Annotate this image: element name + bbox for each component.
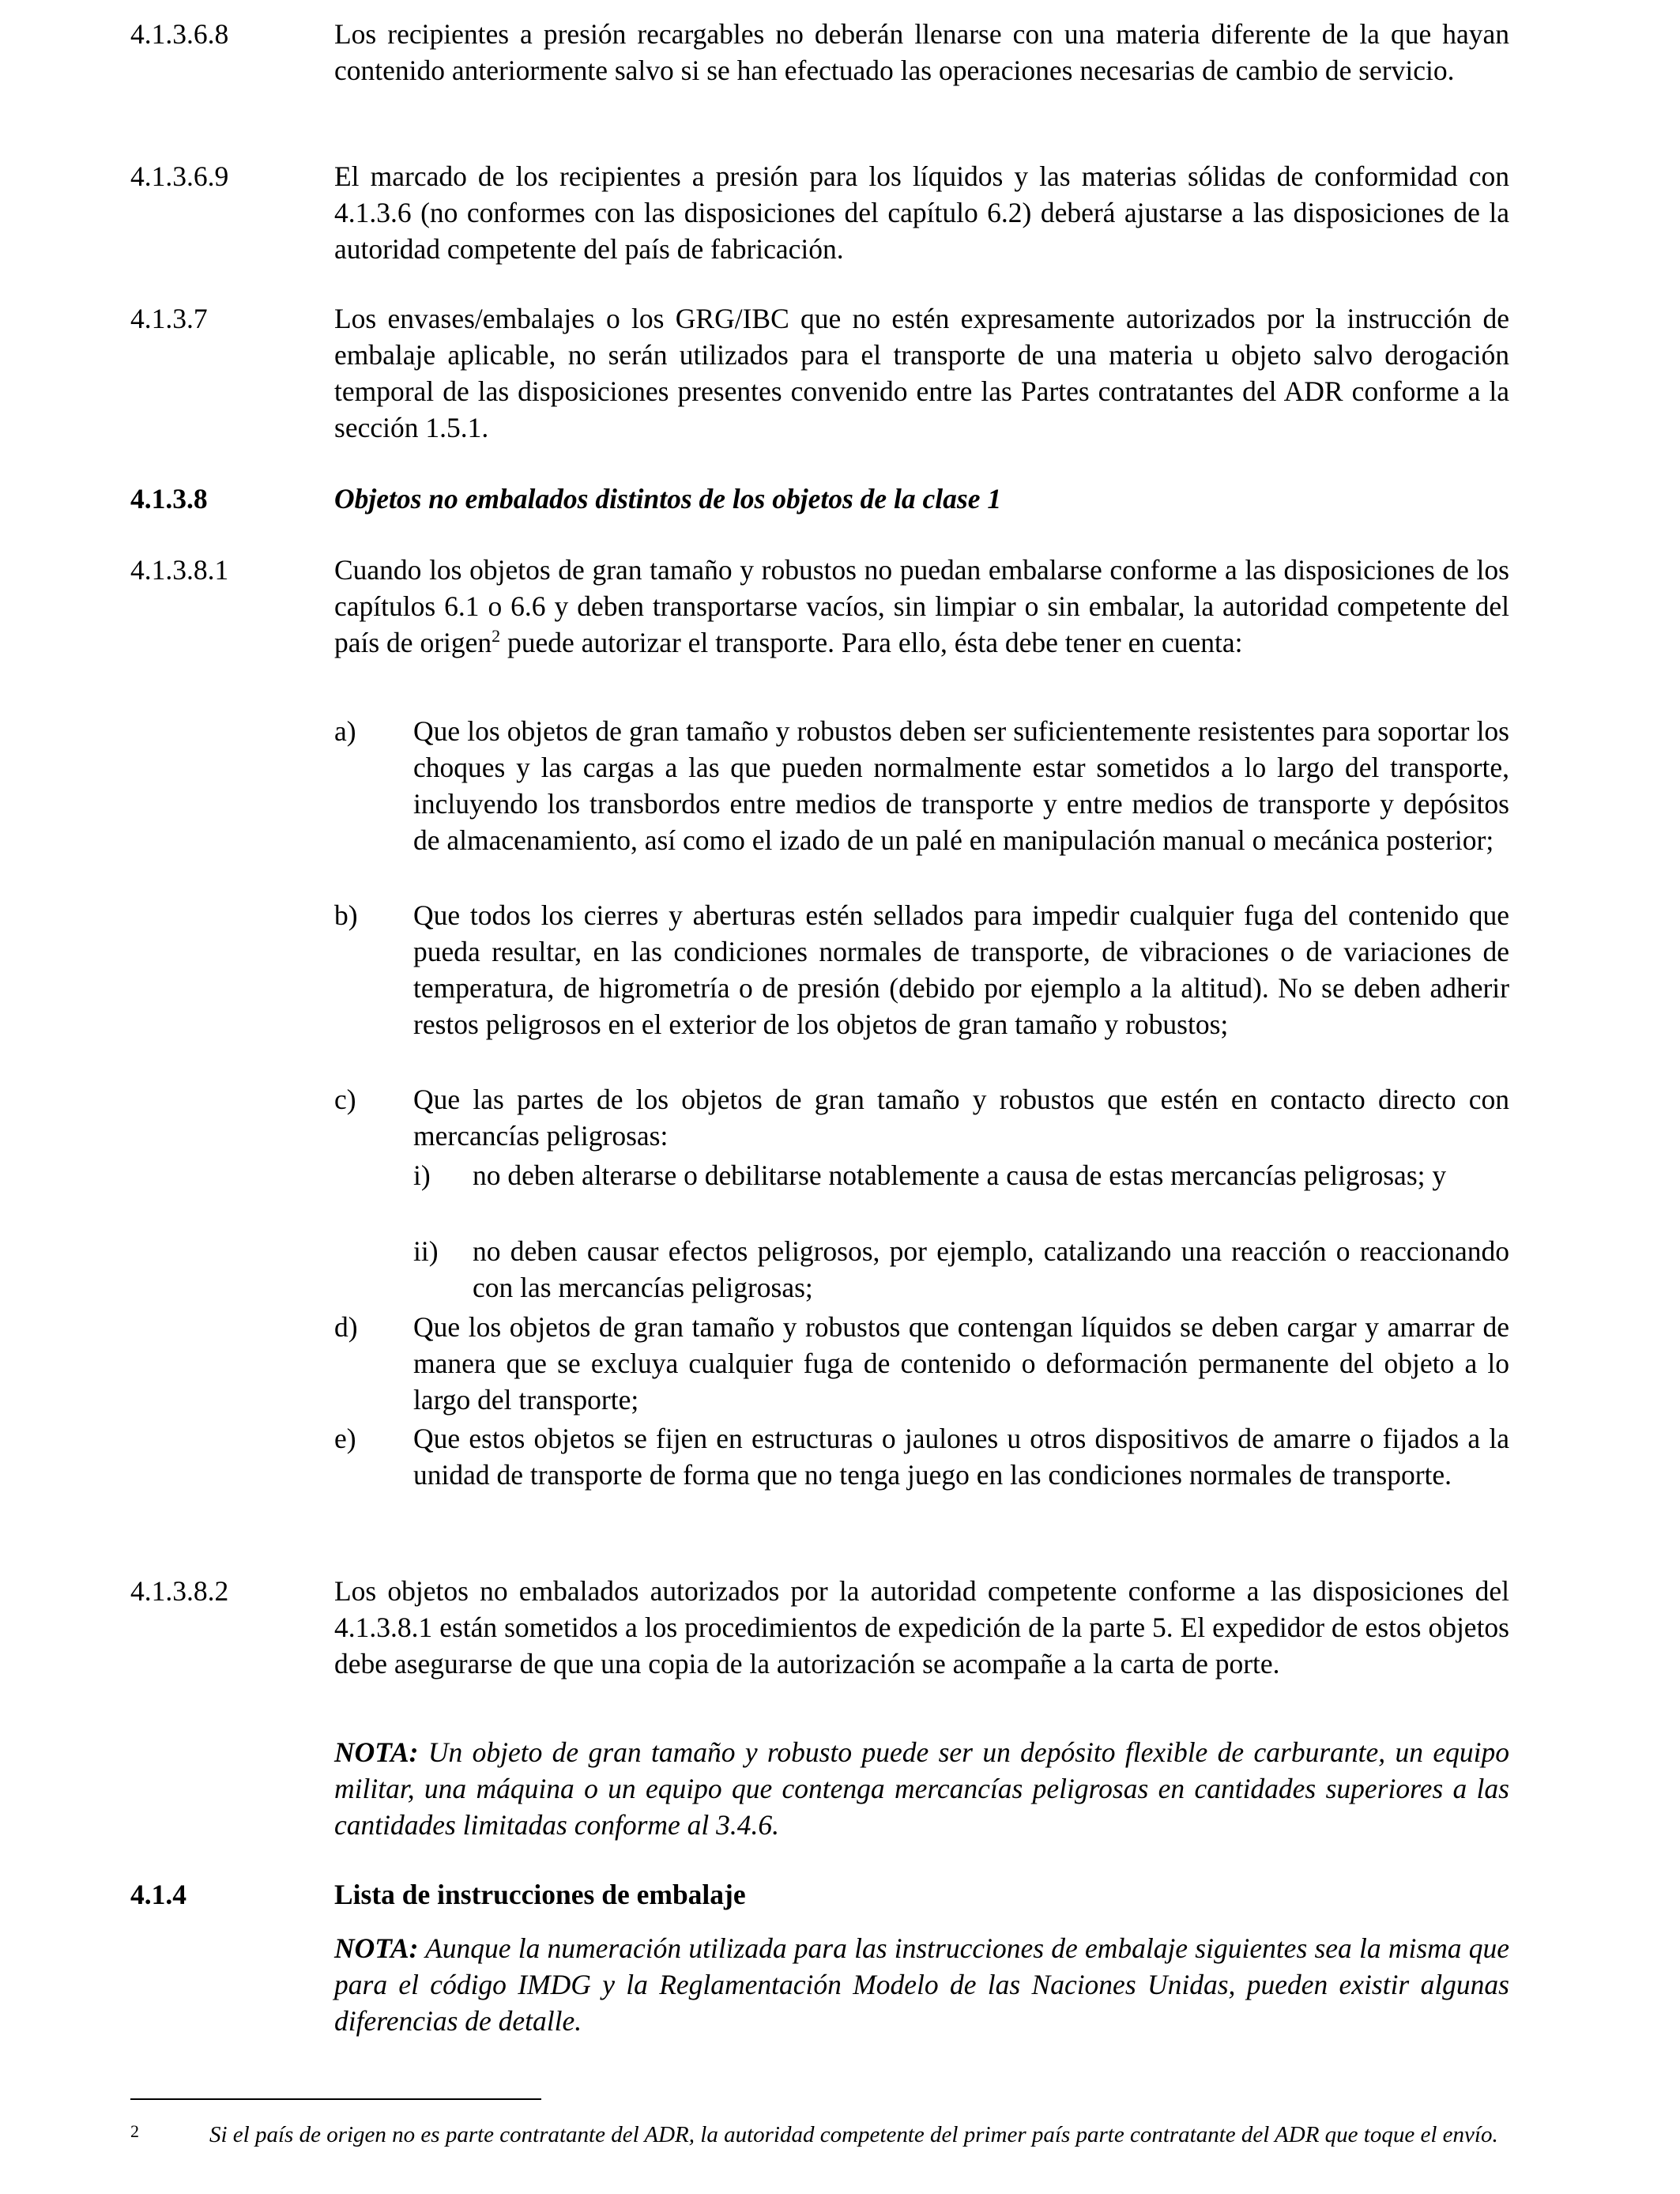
note-text: Aunque la numeración utilizada para las instrucciones de embalaje siguientes sea la misma que para el código IMDG y la Reglamentación Modelo de las Naciones Unidas, pueden existir algunas diferencias de detalle. — [334, 1932, 1509, 2037]
footnote-text: Si el país de origen no es parte contratante del ADR, la autoridad competente del primer país parte contratante del ADR que toque el envío. — [209, 2122, 1498, 2147]
list-item-a — [334, 713, 1509, 858]
list-marker: b) — [334, 899, 358, 931]
paragraph-4-1-3-8-2 — [130, 1573, 1509, 1682]
list-subitem-c-ii — [413, 1233, 1509, 1306]
list-marker: ii) — [413, 1235, 439, 1267]
paragraph-number: 4.1.3.8.1 — [130, 554, 229, 586]
paragraph-4-1-3-8-1 — [130, 552, 1509, 661]
list-marker: i) — [413, 1159, 431, 1191]
note-text: Un objeto de gran tamaño y robusto puede ser un depósito flexible de carburante, un equipo militar, una máquina o un equipo que contenga mercancías peligrosas en cantidades superiores a las cantidades limitadas conforme al 3.4.6. — [334, 1736, 1509, 1841]
paragraph-text: El marcado de los recipientes a presión para los líquidos y las materias sólidas de conformidad con 4.1.3.6 (no conformes con las disposiciones del capítulo 6.2) deberá ajustarse a las disposiciones de la autoridad competente del país de fabricación. — [334, 160, 1509, 265]
list-item-text: no deben causar efectos peligrosos, por ejemplo, catalizando una reacción o reaccionando con las mercancías peligrosas; — [473, 1235, 1509, 1303]
note-label: NOTA: — [334, 1736, 419, 1768]
list-item-text: Que las partes de los objetos de gran tamaño y robustos que estén en contacto directo con mercancías peligrosas: — [413, 1084, 1509, 1152]
paragraph-number: 4.1.3.8.2 — [130, 1575, 229, 1607]
list-marker: d) — [334, 1311, 358, 1343]
footnote-separator — [130, 2098, 541, 2100]
paragraph-4-1-3-6-9 — [130, 158, 1509, 267]
paragraph-4-1-3-6-8 — [130, 16, 1509, 89]
list-item-text: Que todos los cierres y aberturas estén sellados para impedir cualquier fuga del contenido que pueda resultar, en las condiciones normales de transporte, de vibraciones o de variaciones de temperatura, de higrometría o de presión (debido por ejemplo a la altitud). No se deben adherir restos peligrosos en el exterior de los objetos de gran tamaño y robustos; — [413, 899, 1509, 1040]
list-item-d — [334, 1309, 1509, 1418]
section-heading-4-1-4 — [130, 1876, 1509, 1913]
section-heading-4-1-3-8 — [130, 481, 1509, 517]
list-item-c — [334, 1081, 1509, 1154]
note-4-1-4 — [334, 1930, 1509, 2039]
section-title: Objetos no embalados distintos de los objetos de la clase 1 — [334, 483, 1002, 515]
paragraph-number: 4.1.3.6.8 — [130, 18, 229, 50]
list-item-text: Que los objetos de gran tamaño y robustos que contengan líquidos se deben cargar y amarrar de manera que se excluya cualquier fuga de contenido o deformación permanente del objeto a lo largo del transporte; — [413, 1311, 1509, 1416]
section-number: 4.1.4 — [130, 1879, 186, 1910]
paragraph-text-part: puede autorizar el transporte. Para ello, ésta debe tener en cuenta: — [500, 627, 1243, 658]
footnote-number: 2 — [130, 2121, 139, 2141]
list-marker: a) — [334, 715, 356, 747]
paragraph-4-1-3-7 — [130, 300, 1509, 446]
paragraph-text: Los recipientes a presión recargables no deberán llenarse con una materia diferente de la que hayan contenido anteriormente salvo si se han efectuado las operaciones necesarias de cambio de servicio. — [334, 18, 1509, 86]
note-label: NOTA: — [334, 1932, 419, 1964]
paragraph-number: 4.1.3.7 — [130, 303, 208, 334]
paragraph-text — [334, 552, 1509, 661]
list-item-e — [334, 1420, 1509, 1493]
paragraph-number: 4.1.3.6.9 — [130, 160, 229, 192]
list-marker: c) — [334, 1084, 356, 1115]
footnote-reference[interactable]: 2 — [492, 626, 501, 647]
list-marker: e) — [334, 1423, 356, 1454]
section-title: Lista de instrucciones de embalaje — [334, 1879, 746, 1910]
list-subitem-c-i — [413, 1157, 1509, 1193]
list-item-text: Que los objetos de gran tamaño y robustos deben ser suficientemente resistentes para soportar los choques y las cargas a las que pueden normalmente estar sometidos a lo largo del transporte, incluyendo los transbordos entre medios de transporte y entre medios de transporte y depósitos de almacenamiento, así como el izado de un palé en manipulación manual o mecánica posterior; — [413, 715, 1509, 856]
list-item-text: no deben alterarse o debilitarse notablemente a causa de estas mercancías peligrosas; y — [473, 1159, 1447, 1191]
paragraph-text-part: Cuando los objetos de gran tamaño y robustos no puedan embalarse conforme a las disposiciones de los capítulos 6.1 o 6.6 y deben transportarse vacíos, sin limpiar o sin embalar, la autoridad competente del país de origen — [334, 554, 1509, 658]
section-number: 4.1.3.8 — [130, 483, 208, 515]
footnote — [130, 2120, 1509, 2150]
paragraph-text: Los envases/embalajes o los GRG/IBC que no estén expresamente autorizados por la instrucción de embalaje aplicable, no serán utilizados para el transporte de una materia u objeto salvo derogación temporal de las disposiciones presentes convenido entre las Partes contratantes del ADR conforme a la sección 1.5.1. — [334, 303, 1509, 443]
note-4-1-3-8-2 — [334, 1734, 1509, 1843]
list-item-text: Que estos objetos se fijen en estructuras o jaulones u otros dispositivos de amarre o fijados a la unidad de transporte de forma que no tenga juego en las condiciones normales de transporte. — [413, 1423, 1509, 1491]
list-item-b — [334, 897, 1509, 1042]
paragraph-text: Los objetos no embalados autorizados por la autoridad competente conforme a las disposiciones del 4.1.3.8.1 están sometidos a los procedimientos de expedición de la parte 5. El expedidor de estos objetos debe asegurarse de que una copia de la autorización se acompañe a la carta de porte. — [334, 1575, 1509, 1679]
